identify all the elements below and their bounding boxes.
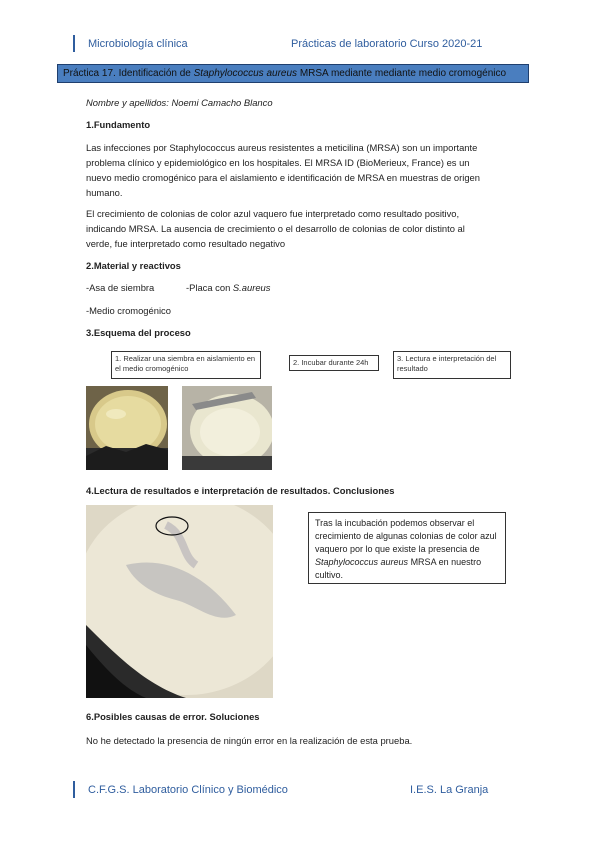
- banner-suffix: MRSA mediante mediante medio cromogénico: [297, 68, 507, 79]
- step-1-box: 1. Realizar una siembra en aislamiento en el medio cromogénico: [111, 351, 261, 379]
- material-item-medio: -Medio cromogénico: [86, 305, 171, 316]
- material-item-asa: -Asa de siembra: [86, 282, 155, 293]
- heading-fundamento: 1.Fundamento: [86, 119, 151, 130]
- fundamento-paragraph-1: [86, 140, 526, 200]
- placa-organism: S.aureus: [232, 282, 271, 293]
- footer-left-text: C.F.G.S. Laboratorio Clínico y Biomédico: [88, 784, 288, 796]
- footer-accent-bar: [73, 781, 75, 798]
- heading-material: 2.Material y reactivos: [86, 260, 181, 271]
- photo-plate-before: [86, 386, 168, 470]
- author-name: Nombre y apellidos: Noemi Camacho Blanco: [86, 97, 273, 108]
- photo-result-plate: [86, 505, 273, 698]
- banner-organism: Staphylococcus aureus: [193, 68, 298, 79]
- placa-prefix: -Placa con: [186, 282, 233, 293]
- p2-line: indicando MRSA. La ausencia de crecimiento o el desarrollo de colonias de color distinto al: [86, 223, 465, 234]
- banner-prefix: Práctica 17. Identificación de: [63, 68, 194, 79]
- p2-line: verde, fue interpretado como resultado negativo: [86, 238, 286, 249]
- p1-line: humano.: [86, 187, 123, 198]
- callout-prefix: Tras la incubación podemos observar el crecimiento de algunas colonias de color azul vaquero por lo que existe la presencia de: [315, 518, 497, 554]
- heading-errores: 6.Posibles causas de error. Soluciones: [86, 711, 260, 722]
- heading-lectura: 4.Lectura de resultados e interpretación de resultados. Conclusiones: [86, 485, 395, 496]
- callout-suffix: MRSA en nuestro cultivo.: [315, 557, 482, 580]
- plate-incubated-image: [182, 386, 272, 470]
- practice-title-text: [58, 65, 528, 82]
- step-2-box: 2. Incubar durante 24h: [289, 355, 379, 371]
- result-callout: [308, 512, 506, 584]
- header-accent-bar: [73, 35, 75, 52]
- practice-title-banner: [57, 64, 529, 83]
- p1-line: Las infecciones por Staphylococcus aureus resistentes a meticilina (MRSA) son un importante: [86, 142, 478, 153]
- footer-right-text: I.E.S. La Granja: [410, 784, 489, 796]
- callout-organism: Staphylococcus aureus: [315, 557, 409, 567]
- heading-esquema: 3.Esquema del proceso: [86, 327, 191, 338]
- header-left-title: Microbiología clínica: [88, 38, 188, 50]
- errores-text: No he detectado la presencia de ningún error en la realización de esta prueba.: [86, 735, 413, 746]
- plate-before-image: [86, 386, 168, 470]
- fundamento-paragraph-2: [86, 206, 526, 251]
- material-item-placa: [186, 280, 270, 295]
- p1-line: nuevo medio cromogénico para el aislamiento e identificación de MRSA en muestras de origen: [86, 172, 480, 183]
- result-plate-image: [86, 505, 273, 698]
- header-right-title: Prácticas de laboratorio Curso 2020-21: [291, 38, 483, 50]
- photo-plate-incubated: [182, 386, 272, 470]
- p2-line: El crecimiento de colonias de color azul vaquero fue interpretado como resultado positivo,: [86, 208, 460, 219]
- step-3-box: 3. Lectura e interpretación del resultado: [393, 351, 511, 379]
- p1-line: problema clínico y epidemiológico en los hospitales. El MRSA ID (BioMerieux, France) es un: [86, 157, 470, 168]
